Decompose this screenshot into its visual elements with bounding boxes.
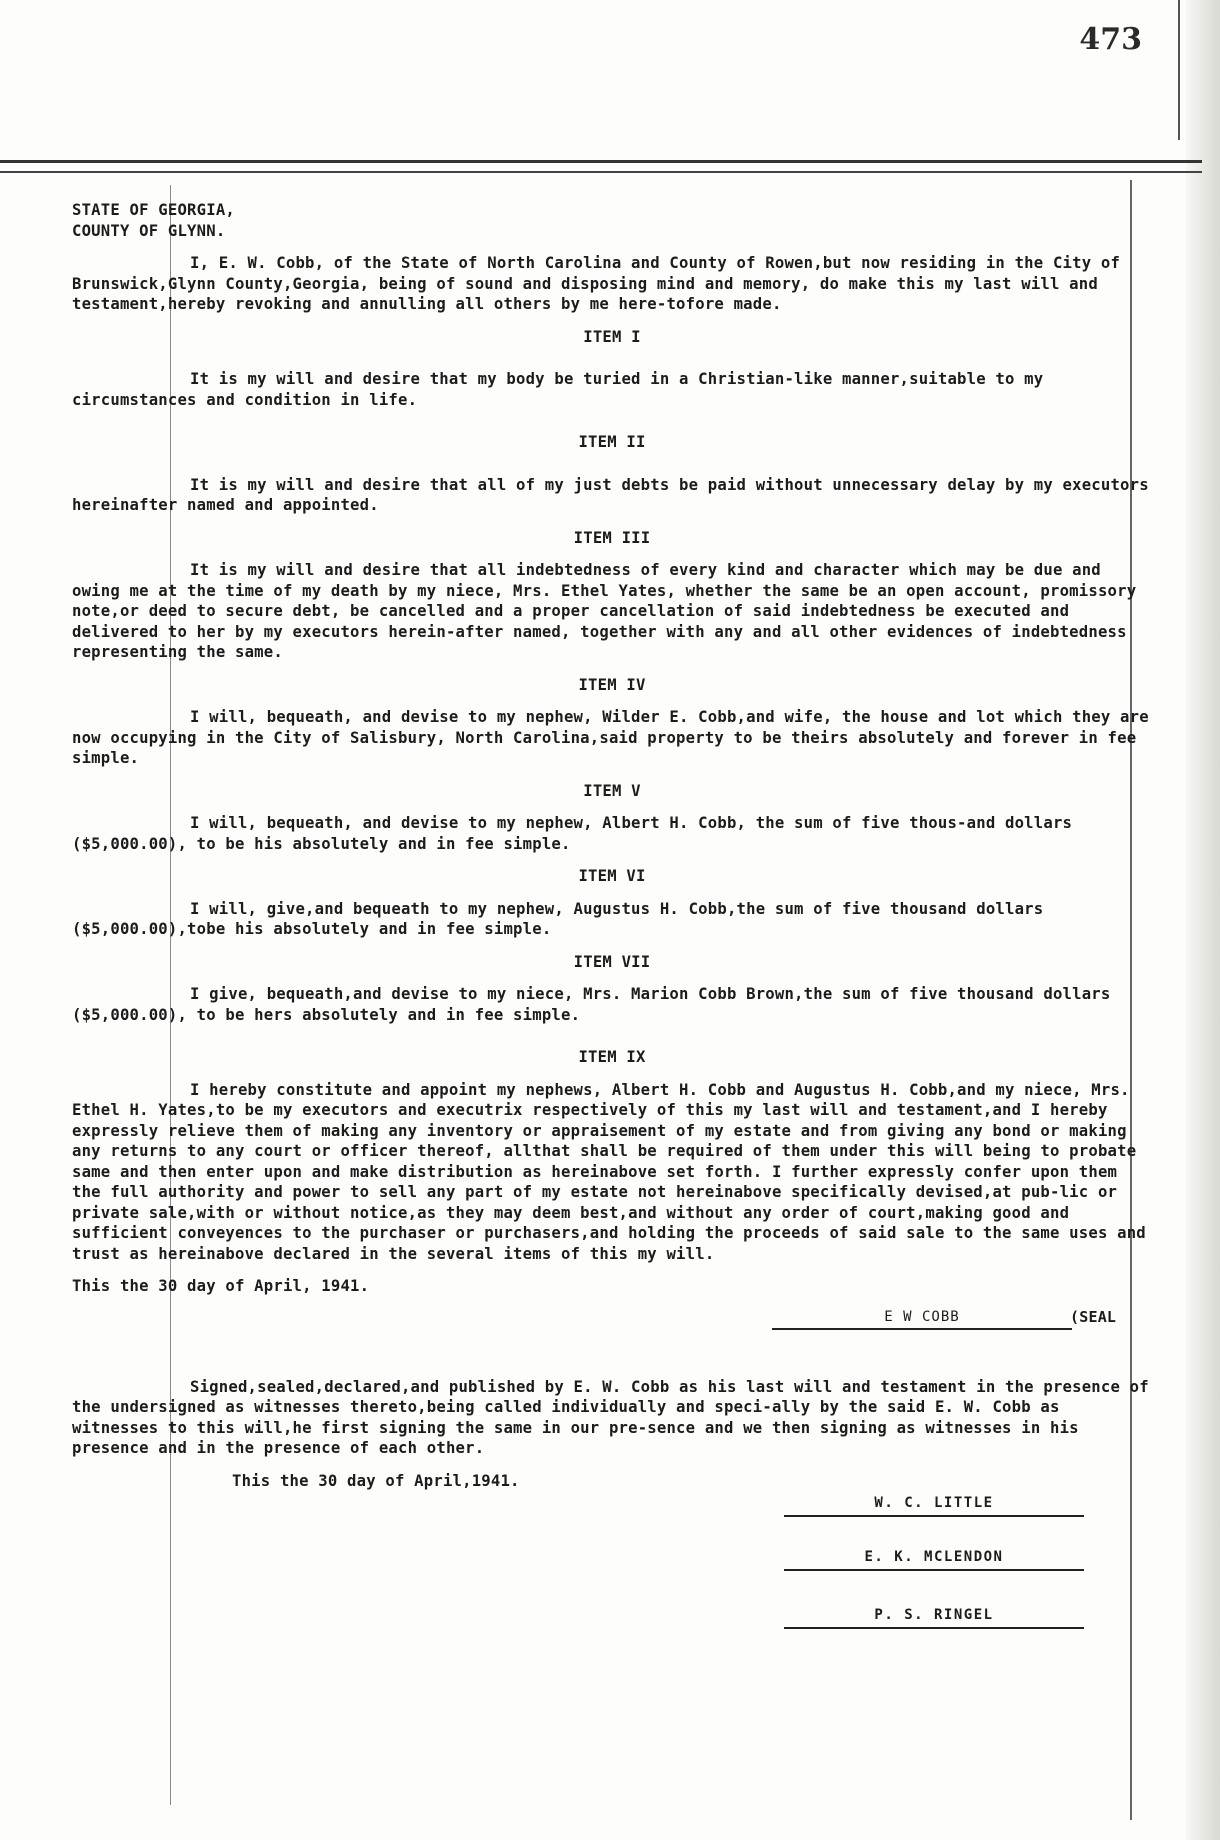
item-6-text: I will, give,and bequeath to my nephew, Augustus H. Cobb,the sum of five thousand dollars ($5,000.00),tobe his absolutely and in fee simple.	[72, 899, 1044, 938]
item-9-text: I hereby constitute and appoint my nephews, Albert H. Cobb and Augustus H. Cobb,and my niece, Mrs. Ethel H. Yates,to be my executors and executrix respectively of this my last will and testament,and I hereby expressly relieve them of making any inventory or appraisement of my estate and from giving any bond or making any returns to any court or officer thereof, allthat shall be required of them under this will being to probate same and then enter upon and make distribution as hereinabove set forth. I further expressly confer upon them the full authority and power to sell any part of my estate not hereinabove specifically devised,at pub-lic or private sale,with or without notice,as they may deem best,and without any order of court,making good and sufficient conveyences to the purchaser or purchasers,and holding the proceeds of said sale to the same uses and trust as hereinabove declared in the several items of this my will.	[72, 1080, 1146, 1263]
item-3-text: It is my will and desire that all indebtedness of every kind and character which may be due and owing me at the time of my death by my niece, Mrs. Ethel Yates, whether the same be an open account, promissory note,or deed to secure debt, be cancelled and a proper cancellation of said indebtedness be executed and delivered to her by my executors herein-after named, together with any and all other evidences of indebtedness representing the same.	[72, 561, 1137, 661]
page-number: 473	[1079, 22, 1142, 57]
witness-1-name: W. C. LITTLE	[874, 1495, 994, 1511]
item-2-title: ITEM II	[578, 433, 646, 451]
item-9-title: ITEM IX	[578, 1048, 646, 1066]
witness-3-signature	[784, 1605, 1084, 1629]
header-rule-secondary	[0, 171, 1202, 173]
witness-signatures	[72, 1491, 1152, 1641]
attestation-clause: Signed,sealed,declared,and published by E. W. Cobb as his last will and testament in the presence of the undersigned as witnesses thereto,being called individually and speci-ally by the said E. W. Cobb as witnesses to this will,he first signing the same in our pre-sence and we then signing as witnesses in his presence and in the presence of each other.	[72, 1377, 1149, 1457]
testator-signature-row	[72, 1297, 1152, 1337]
testator-signature-line	[772, 1328, 1072, 1330]
item-2-text: It is my will and desire that all of my just debts be paid without unnecessary delay by my executors hereinafter named and appointed.	[72, 475, 1149, 514]
item-5-text: I will, bequeath, and devise to my nephew, Albert H. Cobb, the sum of five thous-and dollars ($5,000.00), to be his absolutely and in fee simple.	[72, 814, 1073, 853]
testator-signature	[772, 1307, 1072, 1331]
page-edge-line	[1178, 0, 1180, 140]
page-edge-shadow	[1186, 0, 1220, 1840]
testator-name: E W COBB	[884, 1308, 960, 1325]
witness-2-signature	[784, 1547, 1084, 1571]
will-date-line: This the 30 day of April, 1941.	[72, 1277, 370, 1295]
state-heading: STATE OF GEORGIA,	[72, 201, 235, 219]
preamble-paragraph: I, E. W. Cobb, of the State of North Carolina and County of Rowen,but now residing in the City of Brunswick,Glynn County,Georgia, being of sound and disposing mind and memory, do make this my last will and testament,hereby revoking and annulling all others by me here-tofore made.	[72, 254, 1121, 313]
item-6-title: ITEM VI	[578, 867, 646, 885]
item-4-text: I will, bequeath, and devise to my nephew, Wilder E. Cobb,and wife, the house and lot which they are now occupying in the City of Salisbury, North Carolina,said property to be theirs absolutely and forever in fee simple.	[72, 708, 1149, 767]
witness-3-line	[784, 1627, 1084, 1629]
item-7-text: I give, bequeath,and devise to my niece, Mrs. Marion Cobb Brown,the sum of five thousand dollars ($5,000.00), to be hers absolutely and in fee simple.	[72, 985, 1111, 1024]
header-rule	[0, 160, 1202, 163]
witness-2-line	[784, 1569, 1084, 1571]
item-1-title: ITEM I	[583, 327, 641, 346]
item-4-title: ITEM IV	[578, 675, 646, 694]
item-1-text: It is my will and desire that my body be turied in a Christian-like manner,suitable to my circumstances and condition in life.	[72, 370, 1044, 409]
item-7-title: ITEM VII	[573, 952, 651, 971]
witness-3-name: P. S. RINGEL	[874, 1607, 994, 1623]
county-heading: COUNTY OF GLYNN.	[72, 221, 226, 240]
will-body	[72, 200, 1152, 1641]
item-3-title: ITEM III	[573, 528, 651, 547]
witness-2-name: E. K. MCLENDON	[864, 1549, 1004, 1565]
witness-1-line	[784, 1515, 1084, 1517]
attestation-date-line: This the 30 day of April,1941.	[232, 1471, 520, 1490]
item-5-title: ITEM V	[583, 781, 641, 800]
seal-label: (SEAL	[1070, 1307, 1117, 1326]
witness-1-signature	[784, 1493, 1084, 1517]
